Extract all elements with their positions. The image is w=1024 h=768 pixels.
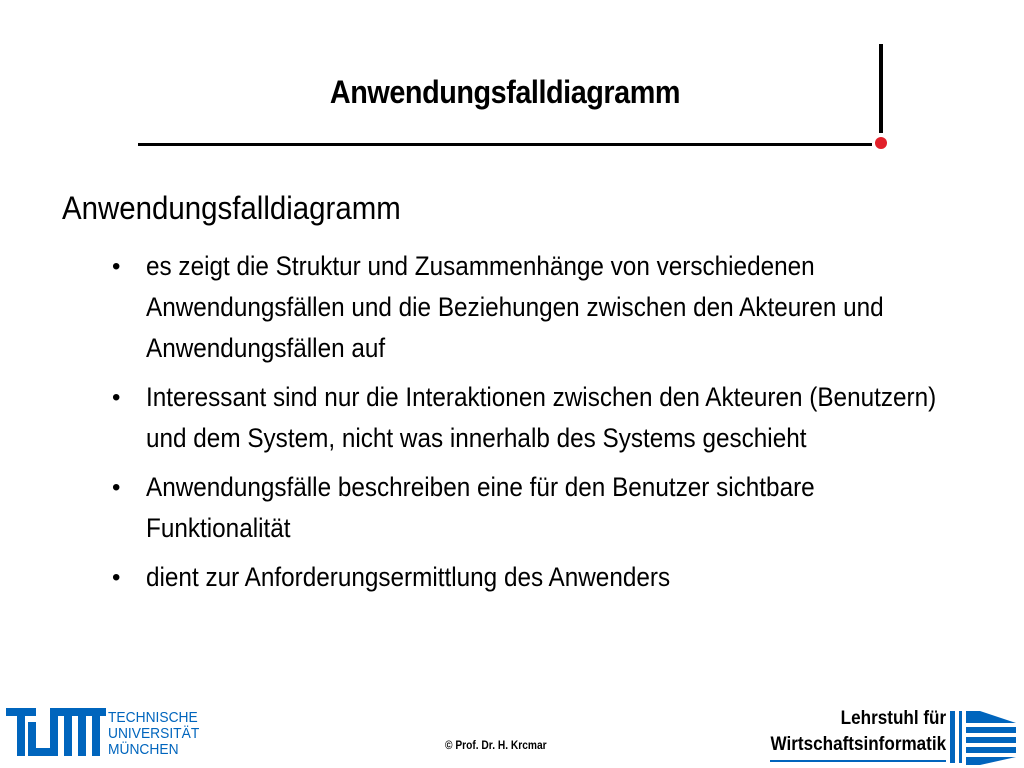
bullet-text: es zeigt die Struktur und Zusammenhänge von verschiedenen Anwendungsfällen und die Beziehungen zwischen den Akteuren und Anwendungsfällen auf bbox=[146, 251, 884, 363]
chair-underline bbox=[770, 760, 946, 762]
bullet-list bbox=[110, 246, 970, 606]
bullet-item bbox=[110, 246, 970, 369]
chair-logo-icon bbox=[950, 709, 1016, 765]
tum-logo-icon bbox=[6, 708, 106, 760]
bullet-text: Interessant sind nur die Interaktionen zwischen den Akteuren (Benutzern) und dem System, nicht was innerhalb des Systems geschieht bbox=[146, 382, 937, 453]
bullet-item bbox=[110, 557, 970, 598]
bullet-marker: • bbox=[112, 253, 121, 280]
section-heading: Anwendungsfalldiagramm bbox=[62, 190, 401, 226]
university-line: UNIVERSITÄT bbox=[108, 725, 200, 742]
vertical-divider bbox=[879, 44, 883, 133]
slide-title: Anwendungsfalldiagramm bbox=[329, 74, 681, 110]
bullet-item bbox=[110, 467, 970, 549]
university-line: MÜNCHEN bbox=[108, 741, 179, 758]
bullet-marker: • bbox=[112, 474, 121, 501]
bullet-marker: • bbox=[112, 384, 121, 411]
bullet-item bbox=[110, 377, 970, 459]
bullet-marker: • bbox=[112, 564, 121, 591]
accent-dot bbox=[875, 137, 887, 149]
bullet-text: dient zur Anforderungsermittlung des Anwenders bbox=[146, 562, 671, 592]
chair-name bbox=[770, 706, 946, 758]
university-name bbox=[108, 710, 199, 758]
copyright-notice: © Prof. Dr. H. Krcmar bbox=[445, 738, 547, 752]
bullet-text: Anwendungsfälle beschreiben eine für den Benutzer sichtbare Funktionalität bbox=[146, 472, 815, 543]
chair-line: Lehrstuhl für bbox=[840, 708, 946, 729]
title-divider bbox=[138, 143, 872, 146]
university-line: TECHNISCHE bbox=[108, 709, 198, 726]
chair-line: Wirtschaftsinformatik bbox=[770, 734, 946, 755]
